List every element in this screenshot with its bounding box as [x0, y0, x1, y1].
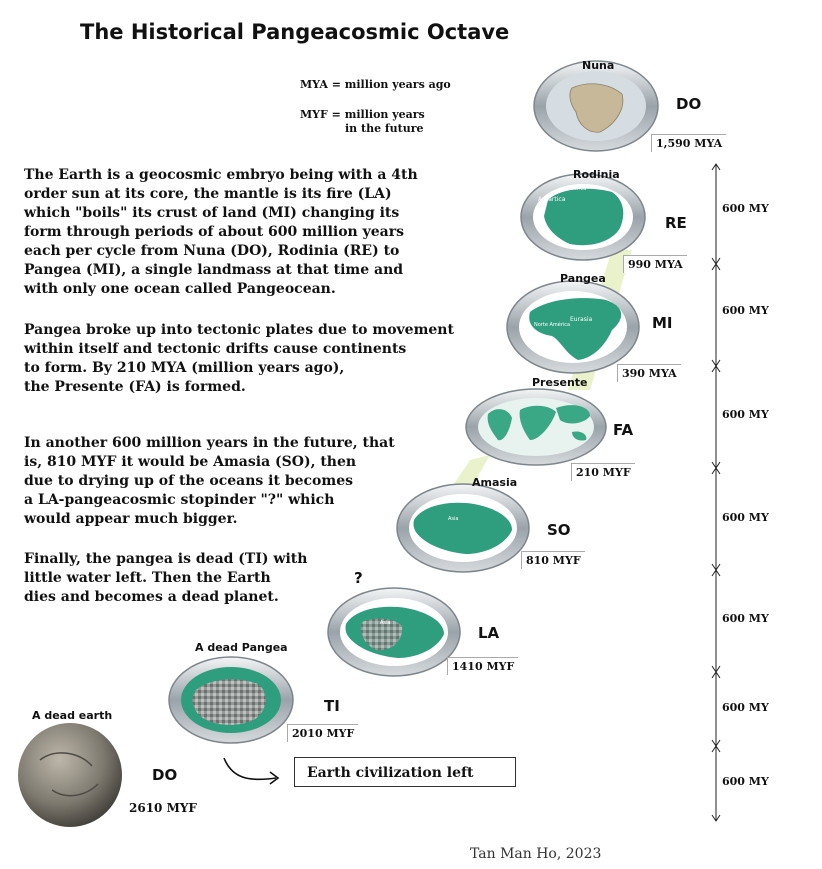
period-label: 600 MY: [722, 612, 769, 625]
note-ti: TI: [324, 697, 340, 715]
period-label: 600 MY: [722, 511, 769, 524]
page-title: The Historical Pangeacosmic Octave: [80, 20, 510, 44]
continent-label: Asia: [448, 516, 459, 522]
text-line: a LA-pangeacosmic stopinder "?" which: [24, 492, 335, 508]
note-do: DO: [676, 95, 702, 113]
period-label: 600 MY: [722, 304, 769, 317]
globe-nuna: [534, 61, 658, 151]
time-dead-pangea: 2010 MYF: [287, 724, 358, 742]
era-name-amasia: Amasia: [472, 476, 518, 489]
period-label: 600 MY: [722, 701, 769, 714]
globe-amasia: [397, 484, 529, 572]
time-pangea: 390 MYA: [617, 364, 681, 382]
note-mi: MI: [652, 314, 673, 332]
time-dead-earth: 2610 MYF: [129, 801, 197, 815]
earth-civilization-box: Earth civilization left: [294, 757, 516, 787]
text-line: Pangea broke up into tectonic plates due to movement: [24, 322, 454, 338]
era-name-pangea: Pangea: [560, 272, 606, 285]
text-line: The Earth is a geocosmic embryo being with a 4th: [24, 167, 418, 183]
era-name-dead-pangea: A dead Pangea: [195, 641, 288, 654]
era-name-dead-earth: A dead earth: [32, 709, 113, 722]
note-re: RE: [665, 214, 687, 232]
legend-myf-line1: MYF = million years: [300, 108, 425, 121]
legend-myf-line2: in the future: [345, 122, 424, 135]
curved-arrow: [224, 758, 276, 779]
period-label: 600 MY: [722, 775, 769, 788]
text-line: due to drying up of the oceans it becomes: [24, 473, 353, 489]
text-line: within itself and tectonic drifts cause continents: [24, 341, 407, 357]
period-label: 600 MY: [722, 408, 769, 421]
text-line: form through periods of about 600 million years: [24, 224, 404, 240]
legend-mya: MYA = million years ago: [300, 78, 451, 91]
globe-la: [328, 588, 460, 676]
text-line: is, 810 MYF it would be Amasia (SO), then: [24, 454, 357, 470]
continent-label: Antartica: [538, 196, 566, 203]
era-name-unknown: ?: [354, 569, 363, 587]
note-so: SO: [547, 521, 571, 539]
era-name-presente: Presente: [532, 376, 588, 389]
globe-pangea: [507, 281, 639, 373]
text-line: with only one ocean called Pangeocean.: [24, 281, 336, 297]
continent-label: Asia: [380, 620, 391, 626]
globe-dead-earth: [18, 723, 122, 827]
text-line: would appear much bigger.: [24, 511, 238, 527]
period-label: 600 MY: [722, 202, 769, 215]
text-line: to form. By 210 MYA (million years ago),: [24, 360, 345, 376]
credit: Tan Man Ho, 2023: [470, 846, 602, 862]
text-line: Finally, the pangea is dead (TI) with: [24, 551, 308, 567]
era-name-rodinia: Rodinia: [573, 168, 620, 181]
time-la: 1410 MYF: [447, 657, 518, 675]
text-line: Pangea (MI), a single landmass at that time and: [24, 262, 404, 278]
time-rodinia: 990 MYA: [623, 255, 687, 273]
text-line: the Presente (FA) is formed.: [24, 379, 246, 395]
continent-label: Eurasia: [570, 316, 593, 323]
globe-dead-pangea: [169, 657, 293, 743]
continent-label: Norte América: [534, 322, 571, 328]
note-do-final: DO: [152, 766, 178, 784]
time-nuna: 1,590 MYA: [651, 134, 726, 152]
time-presente: 210 MYF: [571, 463, 635, 481]
timeline-arrows: [712, 164, 720, 821]
globe-presente: [466, 389, 606, 465]
text-line: which "boils" its crust of land (MI) changing its: [24, 205, 400, 221]
text-line: each per cycle from Nuna (DO), Rodinia (RE) to: [24, 243, 400, 259]
text-line: little water left. Then the Earth: [24, 570, 271, 586]
note-la: LA: [478, 624, 500, 642]
text-line: In another 600 million years in the future, that: [24, 435, 395, 451]
note-fa: FA: [613, 421, 634, 439]
continent-label: Africa: [572, 186, 587, 192]
text-line: order sun at its core, the mantle is its fire (LA): [24, 186, 392, 202]
time-amasia: 810 MYF: [521, 551, 585, 569]
era-name-nuna: Nuna: [582, 59, 615, 72]
text-line: dies and becomes a dead planet.: [24, 589, 279, 605]
